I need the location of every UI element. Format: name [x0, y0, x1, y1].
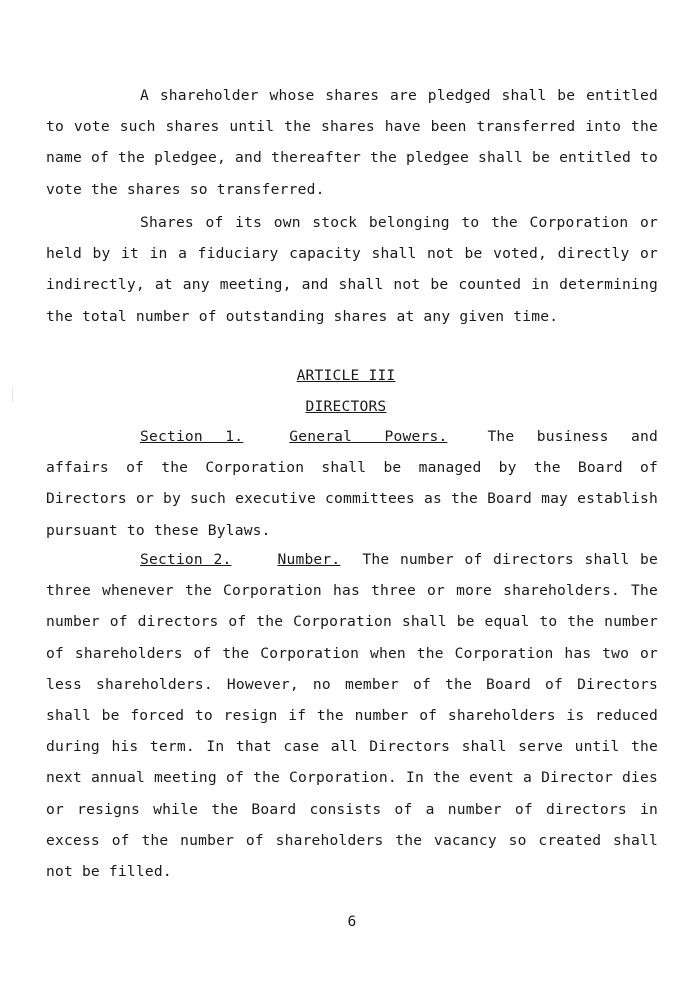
section-2-text: The number of directors shall be three whenever the Corporation has three or more shareholders. The number of directors of the Corporation shall be equal to the number of shareholders of the Corporation when the Corporation has two or less shareholders. However, no member of the Board of Directors shall be forced to resign if the number of shareholders is reduced during his term. In that case all Directors shall serve until the next annual meeting of the Corporation. In the event a Director dies or resigns while the Board consists of a number of directors in excess of the number of shareholders the vacancy so created shall not be filled. — [46, 551, 658, 881]
section-2-title: Number. — [277, 551, 341, 568]
paragraph-text: A shareholder whose shares are pledged shall be entitled to vote such shares until the shares have been transferred into the name of the pledgee, and thereafter the pledgee shall be entitled to vote the shares so transferred. — [46, 87, 658, 198]
section-2-label: Section 2. — [140, 551, 232, 568]
section-1-title: General Powers. — [289, 428, 448, 445]
paragraph-pledged-shares — [46, 80, 658, 205]
section-heading: DIRECTORS — [305, 398, 387, 415]
section-1-label: Section 1. — [140, 428, 244, 445]
page-number: 6 — [347, 913, 357, 930]
section-1-paragraph — [46, 421, 658, 546]
section-1-text: The business and affairs of the Corporation shall be managed by the Board of Directors or by such executive committees as the Board may establish pursuant to these Bylaws. — [46, 428, 658, 539]
paragraph-own-stock — [46, 207, 658, 332]
article-heading: ARTICLE III — [296, 367, 396, 384]
section-2-paragraph — [46, 544, 658, 887]
paragraph-text: Shares of its own stock belonging to the Corporation or held by it in a fiduciary capacity shall not be voted, directly or indirectly, at any meeting, and shall not be counted in determining the total number of outstanding shares at any given time. — [46, 214, 658, 325]
